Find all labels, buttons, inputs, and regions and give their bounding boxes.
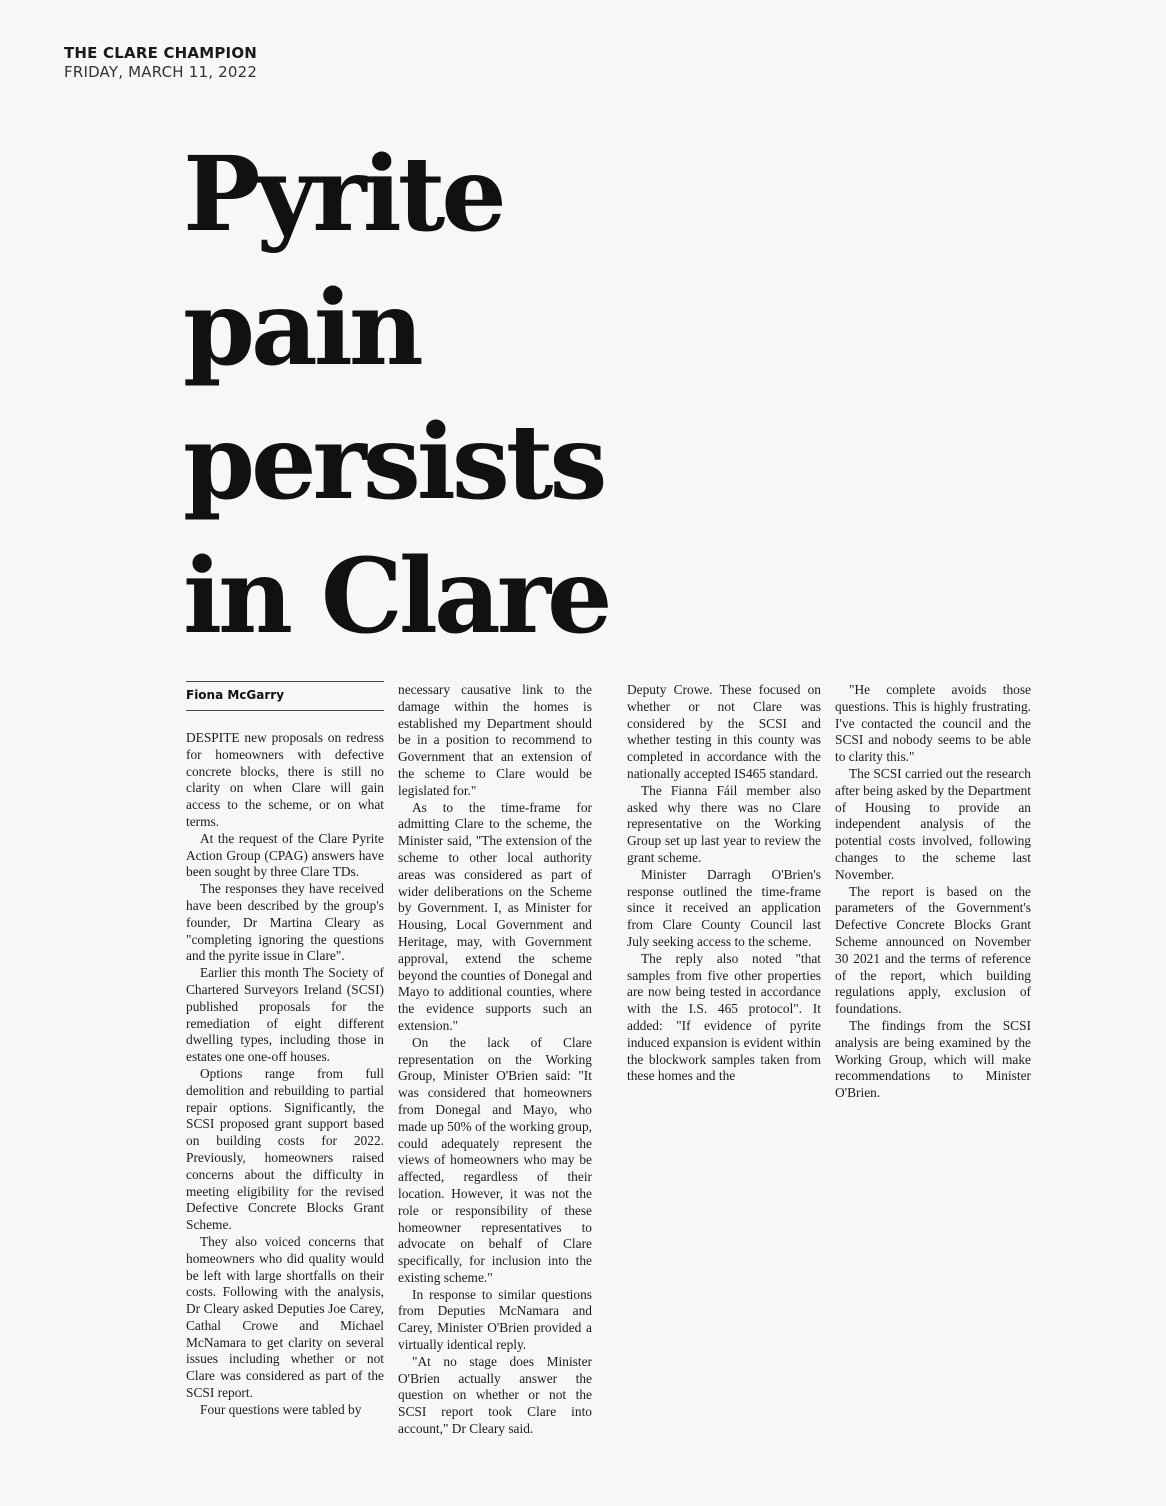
headline-line: Pyrite: [183, 134, 503, 255]
publication-date: FRIDAY, MARCH 11, 2022: [64, 63, 258, 81]
paragraph: Four questions were tabled by: [200, 1401, 362, 1417]
article-column-3: [627, 682, 821, 1085]
paragraph: They also voiced concerns that homeowners who did quality would be left with large shortfalls on their costs. Following with the analysis, Dr Cleary asked Deputies Joe Carey, Cathal Crowe and Michael McNamara to get clarity on several issues including whether or not Clare was considered as part of the SCSI report.: [186, 1233, 384, 1401]
paragraph: The findings from the SCSI analysis are being examined by the Working Group, which will make recommendations to Minister O'Brien.: [835, 1017, 1031, 1101]
headline-line: pain: [183, 268, 420, 389]
paragraph: DESPITE new proposals on redress for homeowners with defective concrete blocks, there is still no clarity on when Clare will gain access to the scheme, or on what terms.: [186, 730, 384, 829]
article-headline: [183, 128, 643, 664]
paragraph: The reply also noted "that samples from five other properties are now being tested in accordance with the I.S. 465 protocol". It added: "If evidence of pyrite induced expansion is evident within the blockwork samples taken from these homes and the: [627, 950, 821, 1084]
masthead: [64, 44, 257, 82]
paragraph: Options range from full demolition and rebuilding to partial repair options. Significantly, the SCSI proposed grant support based on building costs for 2022. Previously, homeowners raised concerns about the difficulty in meeting eligibility for the revised Defective Concrete Blocks Grant Scheme.: [186, 1065, 384, 1233]
paragraph: The SCSI carried out the research after being asked by the Department of Housing to provide an independent analysis of the potential costs involved, following changes to the scheme last November.: [835, 765, 1031, 882]
paragraph: The report is based on the parameters of the Government's Defective Concrete Blocks Grant Scheme announced on November 30 2021 and the terms of reference of the report, which building regulations apply, exclusion of foundations.: [835, 883, 1031, 1017]
paragraph: Deputy Crowe. These focused on whether or not Clare was considered by the SCSI and whether testing in this county was completed in accordance with the nationally accepted IS465 standard.: [627, 682, 821, 781]
paragraph: In response to similar questions from Deputies McNamara and Carey, Minister O'Brien provided a virtually identical reply.: [398, 1286, 592, 1353]
paragraph: On the lack of Clare representation on the Working Group, Minister O'Brien said: "It was considered that homeowners from Donegal and Mayo, who made up 50% of the working group, could adequately represent the views of homeowners who may be affected, regardless of their location. However, it was not the role or responsibility of these homeowner representatives to advocate on behalf of Clare specifically, for inclusion into the existing scheme.": [398, 1034, 592, 1285]
byline-box: [186, 681, 384, 711]
paragraph: Earlier this month The Society of Chartered Surveyors Ireland (SCSI) published proposals for the remediation of eight different dwelling types, including those in estates one one-off houses.: [186, 965, 384, 1065]
article-column-1: [186, 730, 384, 1419]
paragraph: As to the time-frame for admitting Clare to the scheme, the Minister said, "The extension of the scheme to other local authority areas was considered as part of wider deliberations on the Scheme by Government. I, as Minister for Housing, Local Government and Heritage, may, with Government approval, extend the scheme beyond the counties of Donegal and Mayo to additional counties, where the evidence supports such an extension.": [398, 799, 592, 1033]
headline-line: persists: [183, 402, 604, 523]
newspaper-name: THE CLARE CHAMPION: [64, 44, 258, 62]
paragraph: The Fianna Fáil member also asked why there was no Clare representative on the Working Group set up last year to review the grant scheme.: [627, 782, 821, 865]
byline: Fiona McGarry: [186, 688, 285, 702]
paragraph: necessary causative link to the damage within the homes is established my Department should be in a position to recommend to Government that an extension of the scheme to Clare would be legislated for.": [398, 682, 592, 798]
paragraph: "At no stage does Minister O'Brien actually answer the question on whether or not the SCSI report took Clare into account," Dr Cleary said.: [398, 1353, 592, 1437]
article-column-2: [398, 682, 592, 1438]
paragraph: At the request of the Clare Pyrite Action Group (CPAG) answers have been sought by three Clare TDs.: [186, 830, 384, 880]
article-column-4: [835, 682, 1031, 1102]
paragraph: "He complete avoids those questions. This is highly frustrating. I've contacted the council and the SCSI and nobody seems to be able to clarity this.": [835, 682, 1031, 765]
headline-line: in Clare: [183, 536, 609, 657]
paragraph: Minister Darragh O'Brien's response outlined the time-frame since it received an application from Clare County Council last July seeking access to the scheme.: [627, 866, 821, 949]
paragraph: The responses they have received have been described by the group's founder, Dr Martina Cleary as "completing ignoring the questions and the pyrite issue in Clare".: [186, 881, 384, 964]
